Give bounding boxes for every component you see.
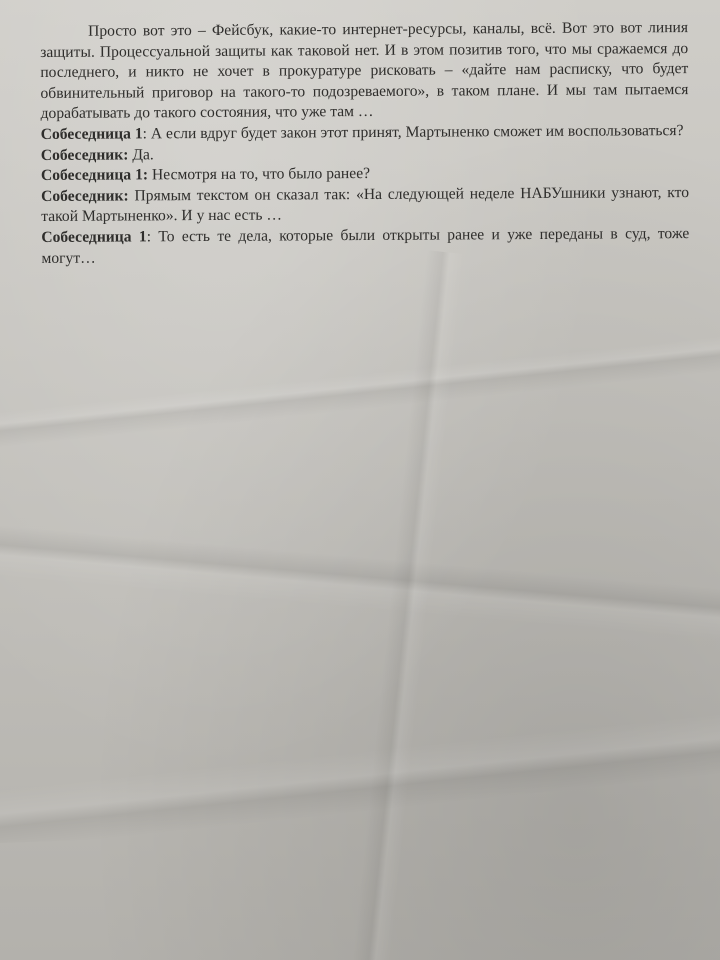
speaker-label: Собеседник:: [41, 187, 129, 205]
transcript-paragraph-intro: [40, 18, 689, 125]
paper-crease: [321, 247, 490, 960]
paragraph-text: То есть те дела, которые были открыты ранее и уже переданы в суд, тоже могут…: [41, 224, 690, 267]
paper-crease: [0, 706, 720, 844]
paper-crease: [0, 312, 720, 459]
paper-crease: [0, 499, 720, 662]
paragraph-text: Прямым текстом он сказал так: «На следующей неделе НАБУшники узнают, кто такой Мартыненко». И у нас есть …: [41, 183, 690, 226]
transcript-paragraph: Собеседница 1: А если вдруг будет закон этот принят, Мартыненко сможет им воспользоваться?: [40, 122, 684, 143]
paragraph-text: Несмотря на то, что было ранее?: [151, 165, 371, 184]
paragraph-text: Просто вот это – Фейсбук, какие-то интернет-ресурсы, каналы, всё. Вот это вот линия защиты. Процессуальной защиты как таковой нет. И в этом позитив того, что мы сражаемся до последнего, и никто не хочет в прокуратуре рисковать – «дайте нам расписку, что будет обвинительный приговор на такого-то подозреваемого», в таком плане. И мы там пытаемся дорабатывать до такого состояния, что уже там …: [40, 19, 689, 123]
transcript-paragraph: [41, 183, 689, 228]
speaker-label: Собеседник:: [40, 146, 129, 164]
speaker-label: Собеседница 1: [40, 125, 143, 143]
transcript-text: [40, 18, 689, 269]
paragraph-text: А если вдруг будет закон этот принят, Мартыненко сможет им воспользоваться?: [150, 122, 684, 143]
paragraph-text: Да.: [132, 145, 154, 164]
speaker-label: Собеседница 1:: [40, 166, 149, 185]
transcript-paragraph: Собеседница 1: То есть те дела, которые были открыты ранее и уже переданы в суд, тоже могут…: [41, 224, 690, 267]
speaker-label: Собеседница 1: [41, 228, 147, 246]
